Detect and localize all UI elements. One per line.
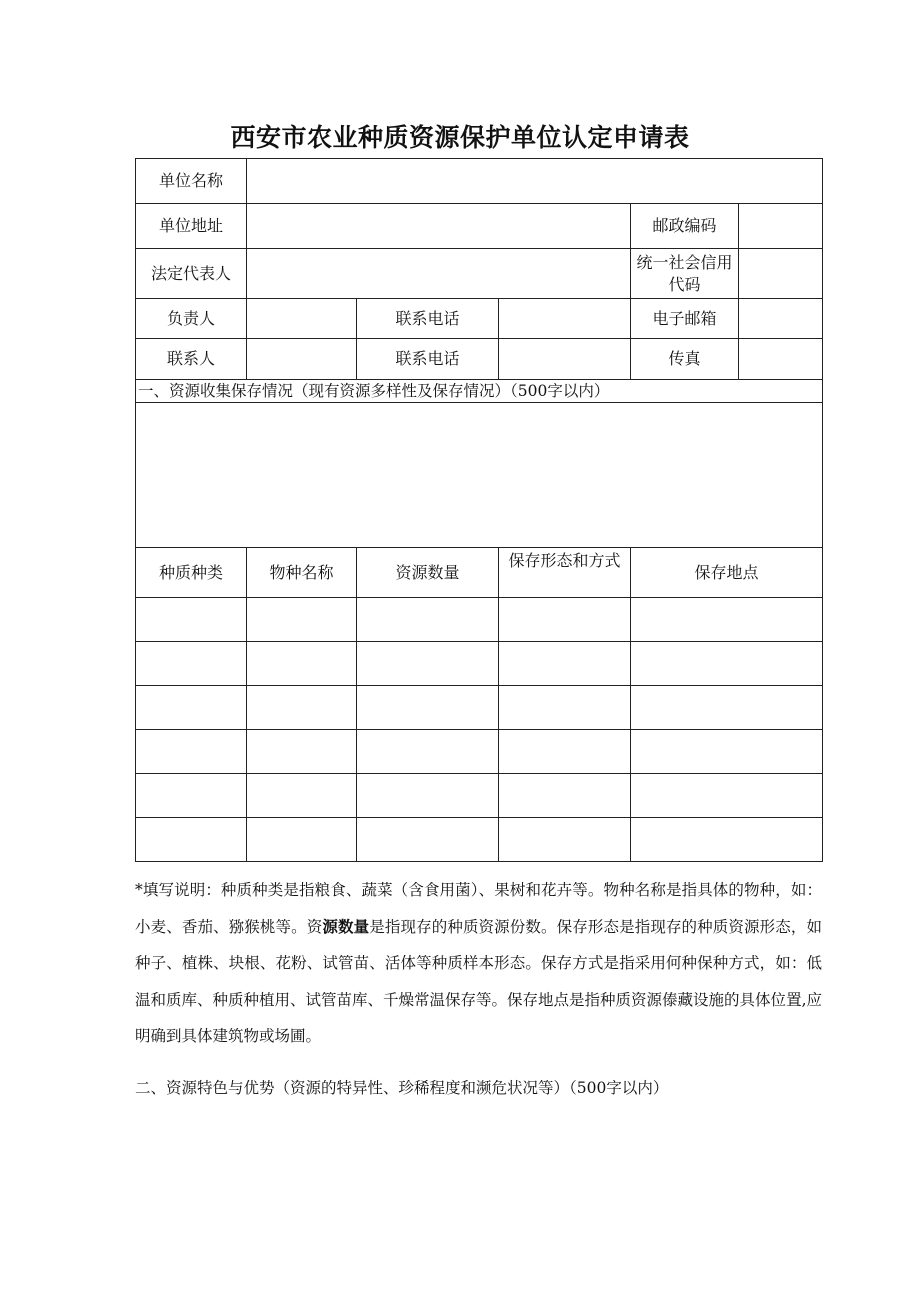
email-field[interactable] bbox=[739, 299, 823, 339]
contact-person-label: 联系人 bbox=[136, 339, 247, 380]
table-row bbox=[136, 642, 823, 686]
table-cell[interactable] bbox=[631, 730, 823, 774]
resource-header-row bbox=[136, 548, 823, 598]
postal-code-field[interactable] bbox=[739, 204, 823, 249]
section2-label: 二、资源特色与优势（资源的特异性、珍稀程度和濒危状况等）（500字以内） bbox=[135, 1079, 669, 1097]
table-cell[interactable] bbox=[357, 730, 499, 774]
phone-label: 联系电话 bbox=[357, 299, 499, 339]
table-cell[interactable] bbox=[136, 730, 247, 774]
table-cell[interactable] bbox=[357, 598, 499, 642]
table-row bbox=[136, 730, 823, 774]
table-cell[interactable] bbox=[499, 598, 631, 642]
header-species-name: 物种名称 bbox=[247, 548, 357, 598]
table-cell[interactable] bbox=[631, 818, 823, 862]
postal-code-label: 邮政编码 bbox=[631, 204, 739, 249]
table-cell[interactable] bbox=[136, 598, 247, 642]
legal-rep-field[interactable] bbox=[247, 249, 631, 299]
table-cell[interactable] bbox=[499, 774, 631, 818]
table-cell[interactable] bbox=[631, 774, 823, 818]
contact-row bbox=[136, 339, 823, 380]
unit-name-label: 单位名称 bbox=[136, 159, 247, 204]
email-label: 电子邮箱 bbox=[631, 299, 739, 339]
instructions-bold-text: 源数量 bbox=[322, 916, 370, 936]
table-cell[interactable] bbox=[247, 686, 357, 730]
application-form-table bbox=[135, 158, 823, 862]
table-cell[interactable] bbox=[499, 818, 631, 862]
header-germplasm-type: 种质种类 bbox=[136, 548, 247, 598]
filling-instructions bbox=[135, 872, 822, 1055]
table-cell[interactable] bbox=[631, 642, 823, 686]
phone-field[interactable] bbox=[499, 299, 631, 339]
unit-address-row bbox=[136, 204, 823, 249]
phone2-label: 联系电话 bbox=[357, 339, 499, 380]
table-cell[interactable] bbox=[247, 642, 357, 686]
instructions-text-1: *填写说明：种质种类是指粮食、蔬菜（含食用菌）、果树和花卉等。物种名称是指具体的物种，如：小麦、香茄、猕猴桃等。资 bbox=[135, 881, 822, 936]
header-storage-form: 保存形态和方式 bbox=[499, 548, 631, 598]
table-cell[interactable] bbox=[136, 686, 247, 730]
table-row bbox=[136, 774, 823, 818]
table-row bbox=[136, 598, 823, 642]
table-row bbox=[136, 818, 823, 862]
responsible-person-label: 负责人 bbox=[136, 299, 247, 339]
table-cell[interactable] bbox=[357, 818, 499, 862]
table-cell[interactable] bbox=[357, 642, 499, 686]
table-cell[interactable] bbox=[136, 774, 247, 818]
unit-name-field[interactable] bbox=[247, 159, 823, 204]
section1-content-row bbox=[136, 403, 823, 548]
phone2-field[interactable] bbox=[499, 339, 631, 380]
section1-content-field[interactable] bbox=[136, 403, 823, 548]
credit-code-field[interactable] bbox=[739, 249, 823, 299]
page-title: 西安市农业种质资源保护单位认定申请表 bbox=[230, 123, 690, 152]
table-cell[interactable] bbox=[357, 686, 499, 730]
instructions-text-2: 是指现存的种质资源份数。保存形态是指现存的种质资源形态，如种子、植株、块根、花粉、试管苗、活体等种质样本形态。保存方式是指采用何种保种方式，如：低温和质库、种质种植用、试管苗库、千燥常温保存等。保存地点是指种质资源傣藏设施的具体位置,应明确到具体建筑物或场圃。 bbox=[135, 917, 822, 1045]
table-cell[interactable] bbox=[247, 598, 357, 642]
table-cell[interactable] bbox=[136, 818, 247, 862]
table-cell[interactable] bbox=[499, 730, 631, 774]
unit-address-label: 单位地址 bbox=[136, 204, 247, 249]
section1-label: 一、资源收集保存情况（现有资源多样性及保存情况）（500字以内） bbox=[136, 380, 823, 403]
section1-row bbox=[136, 380, 823, 403]
table-row bbox=[136, 686, 823, 730]
table-cell[interactable] bbox=[631, 598, 823, 642]
table-cell[interactable] bbox=[247, 818, 357, 862]
table-cell[interactable] bbox=[247, 774, 357, 818]
table-cell[interactable] bbox=[136, 642, 247, 686]
table-cell[interactable] bbox=[357, 774, 499, 818]
unit-name-row bbox=[136, 159, 823, 204]
responsible-person-field[interactable] bbox=[247, 299, 357, 339]
table-cell[interactable] bbox=[247, 730, 357, 774]
fax-label: 传真 bbox=[631, 339, 739, 380]
unit-address-field[interactable] bbox=[247, 204, 631, 249]
legal-rep-label: 法定代表人 bbox=[136, 249, 247, 299]
table-cell[interactable] bbox=[499, 642, 631, 686]
table-cell[interactable] bbox=[631, 686, 823, 730]
responsible-row bbox=[136, 299, 823, 339]
contact-person-field[interactable] bbox=[247, 339, 357, 380]
fax-field[interactable] bbox=[739, 339, 823, 380]
header-storage-location: 保存地点 bbox=[631, 548, 823, 598]
credit-code-label: 统一社会信用代码 bbox=[631, 249, 739, 299]
table-cell[interactable] bbox=[499, 686, 631, 730]
header-resource-quantity: 资源数量 bbox=[357, 548, 499, 598]
legal-rep-row bbox=[136, 249, 823, 299]
